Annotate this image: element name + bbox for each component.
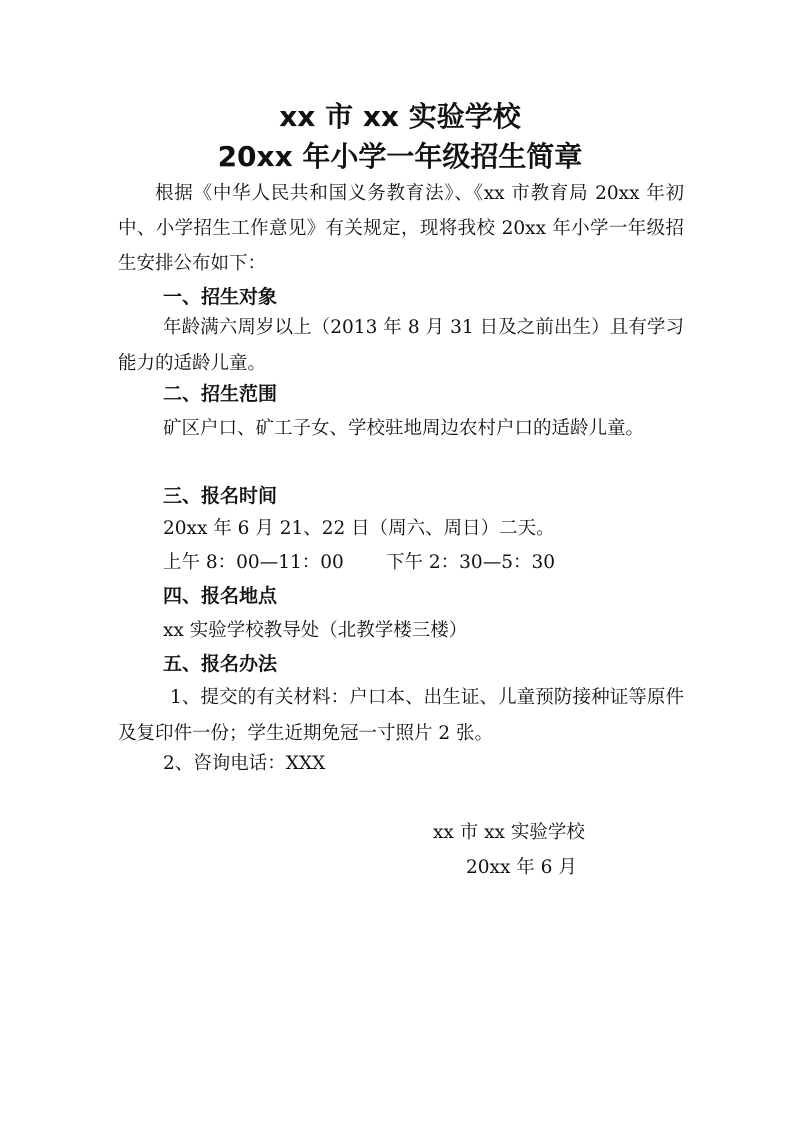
section-body-scope [118, 411, 684, 447]
method-item-phone: 2、咨询电话：XXX [163, 753, 326, 774]
registration-location: xx 实验学校教导处（北教学楼三楼） [163, 620, 468, 641]
signature-organization: xx 市 xx 实验学校 [433, 822, 585, 843]
document-subtitle: 20xx 年小学一年级招生简章 [217, 140, 583, 173]
section-body-method [118, 680, 684, 752]
section-heading-location: 四、报名地点 [163, 585, 278, 607]
section-heading-scope: 二、招生范围 [163, 383, 278, 405]
section-heading-method: 五、报名办法 [163, 653, 278, 675]
section-text-target: 年龄满六周岁以上（2013 年 8 月 31 日及之前出生）且有学习能力的适龄儿童。 [118, 317, 684, 374]
section-text-scope: 矿区户口、矿工子女、学校驻地周边农村户口的适龄儿童。 [163, 418, 645, 439]
section-heading-target: 一、招生对象 [163, 286, 278, 308]
method-item-materials: 1、提交的有关材料：户口本、出生证、儿童预防接种证等原件及复印件一份；学生近期免冠一寸照片 2 张。 [118, 687, 684, 744]
intro-text: 根据《中华人民共和国义务教育法》、《xx 市教育局 20xx 年初中、小学招生工作意见》有关规定，现将我校 20xx 年小学一年级招生安排公布如下： [118, 183, 684, 274]
document-title: xx 市 xx 实验学校 [279, 100, 521, 133]
registration-date: 20xx 年 6 月 21、22 日（周六、周日）二天。 [163, 518, 555, 539]
afternoon-hours: 下午 2：30—5：30 [386, 552, 556, 573]
section-heading-time: 三、报名时间 [163, 485, 278, 507]
signature-date: 20xx 年 6 月 [466, 857, 577, 878]
section-body-target [118, 310, 684, 382]
morning-hours: 上午 8：00—11：00 [163, 552, 344, 573]
intro-paragraph [118, 176, 684, 281]
